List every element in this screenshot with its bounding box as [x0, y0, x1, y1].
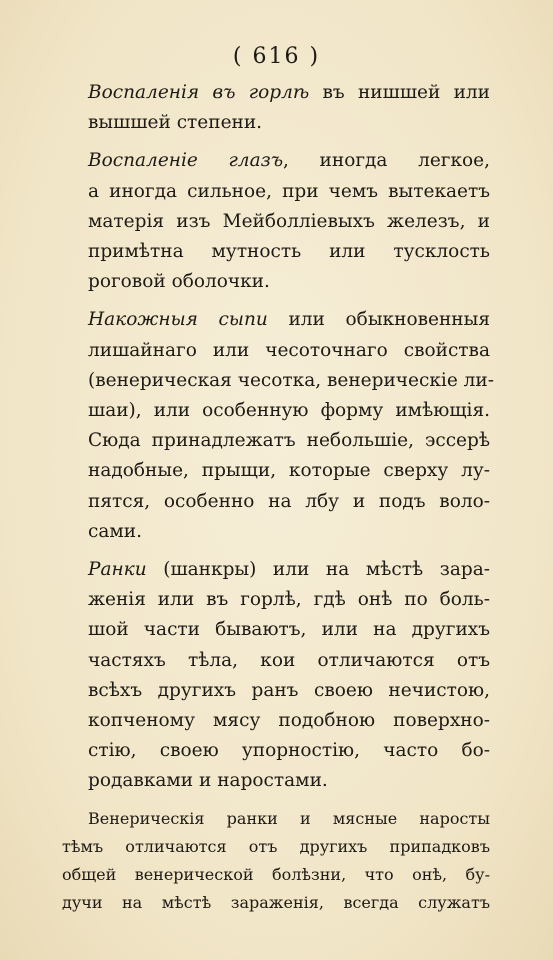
- term-heading: Воспаленія въ горлѣ: [88, 82, 310, 103]
- text-line: частяхъ тѣла, кои отличаются отъ: [88, 649, 490, 671]
- text-line: шаи), или особенную форму имѣющія.: [88, 400, 490, 422]
- page-number: ( 616 ): [232, 44, 321, 69]
- text-line: стію, своею упорностію, часто бо-: [88, 740, 490, 762]
- text-line: матерія изъ Мейболліевыхъ железъ, и: [88, 210, 490, 232]
- footnote-line: тѣмъ отличаются отъ другихъ припадковъ: [62, 836, 490, 856]
- text-line: примѣтна мутность или тусклость: [88, 241, 490, 263]
- text-line: роговой оболочки.: [88, 271, 270, 293]
- text-line: пятся, особенно на лбу и подъ воло-: [88, 490, 490, 512]
- footnote-line: дучи на мѣстѣ зараженія, всегда служатъ: [62, 892, 490, 912]
- text-line: вышшей степени.: [88, 112, 263, 134]
- text-line: Воспаленія въ горлѣ въ нишшей или: [88, 82, 490, 103]
- text-line: Сюда принадлежатъ небольшіе, эссерѣ: [88, 430, 490, 452]
- body-text: [62, 78, 494, 917]
- paragraph-throat: [62, 78, 490, 138]
- footnote-line: общей венерической болѣзни, что онѣ, бу-: [62, 864, 490, 884]
- footnote: [62, 805, 490, 917]
- text-line: родавками и наростами.: [88, 770, 328, 792]
- text-line: (венерическая чесотка, венерическіе ли-: [88, 369, 494, 391]
- text-line: женія или въ горлѣ, гдѣ онѣ по боль-: [88, 589, 490, 611]
- text-line: шой части бываютъ, или на другихъ: [88, 619, 490, 641]
- text-line: сами.: [88, 520, 142, 542]
- term-heading: Воспаленіе глазъ: [88, 150, 284, 172]
- paragraph-sores: [62, 555, 490, 797]
- term-heading: Накожныя сыпи: [88, 309, 268, 331]
- text-line: лишайнаго или чесоточнаго свойства: [88, 339, 490, 361]
- paragraph-rashes: [62, 305, 494, 547]
- footnote-line: Венерическія ранки и мясные наросты: [88, 808, 490, 828]
- text-line: Воспаленіе глазъ, иногда легкое,: [88, 150, 490, 172]
- paragraph-eyes: [62, 146, 490, 297]
- text-line: Накожныя сыпи или обыкновенныя: [88, 309, 490, 331]
- text-line: а иногда сильное, при чемъ вытекаетъ: [88, 180, 490, 202]
- text-line: Ранки (шанкры) или на мѣстѣ зара-: [88, 559, 490, 581]
- term-heading: Ранки: [88, 559, 147, 581]
- text-line: копченому мясу подобною поверхно-: [88, 710, 490, 732]
- text-line: надобные, прыщи, которые сверху лу-: [88, 460, 490, 482]
- text-line: всѣхъ другихъ ранъ своею нечистою,: [88, 679, 490, 701]
